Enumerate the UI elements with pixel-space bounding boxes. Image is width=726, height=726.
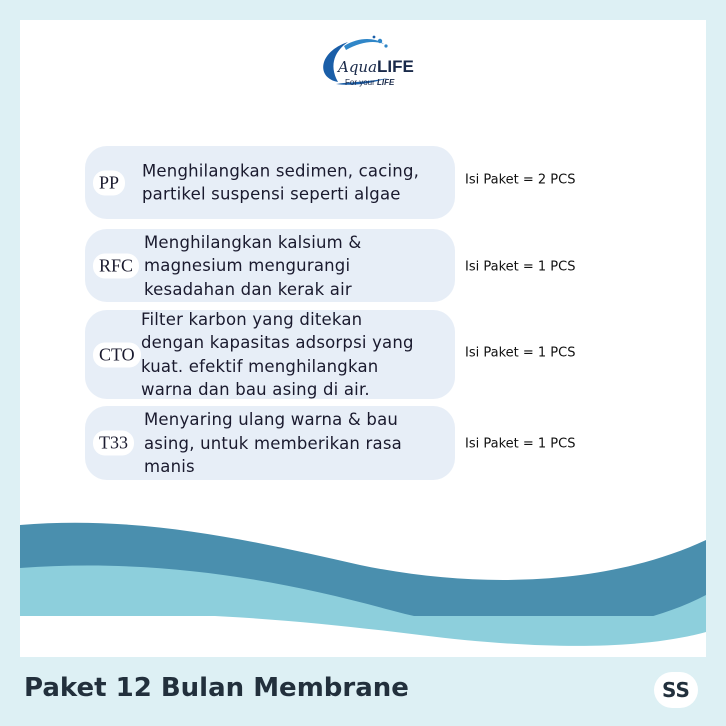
filter-description: Menghilangkan sedimen, cacing, partikel suspensi seperti algae — [142, 161, 420, 204]
variant-badge: SS — [654, 672, 698, 708]
filter-description: Menyaring ulang warna & bau asing, untuk memberikan rasa manis — [144, 409, 402, 476]
brand-tagline: For your LIFE — [345, 78, 395, 87]
package-quantity-cto: Isi Paket = 1 PCS — [465, 345, 576, 361]
filter-code: T33 — [93, 431, 134, 456]
filter-code: RFC — [93, 253, 139, 278]
filter-code: PP — [93, 170, 125, 195]
wave-decoration — [20, 20, 706, 657]
filter-description: Menghilangkan kalsium & magnesium mengurangi kesadahan dan kerak air — [144, 232, 362, 299]
product-title: Paket 12 Bulan Membrane — [24, 673, 409, 703]
filter-description: Filter karbon yang ditekan dengan kapasitas adsorpsi yang kuat. efektif menghilangkan warna dan bau asing di air. — [141, 309, 414, 399]
package-quantity-rfc: Isi Paket = 1 PCS — [465, 259, 576, 275]
package-quantity-pp: Isi Paket = 2 PCS — [465, 172, 576, 188]
filter-code: CTO — [93, 342, 141, 367]
package-quantity-t33: Isi Paket = 1 PCS — [465, 436, 576, 452]
brand-name: AquaLIFE — [338, 57, 414, 76]
product-card — [20, 20, 706, 657]
